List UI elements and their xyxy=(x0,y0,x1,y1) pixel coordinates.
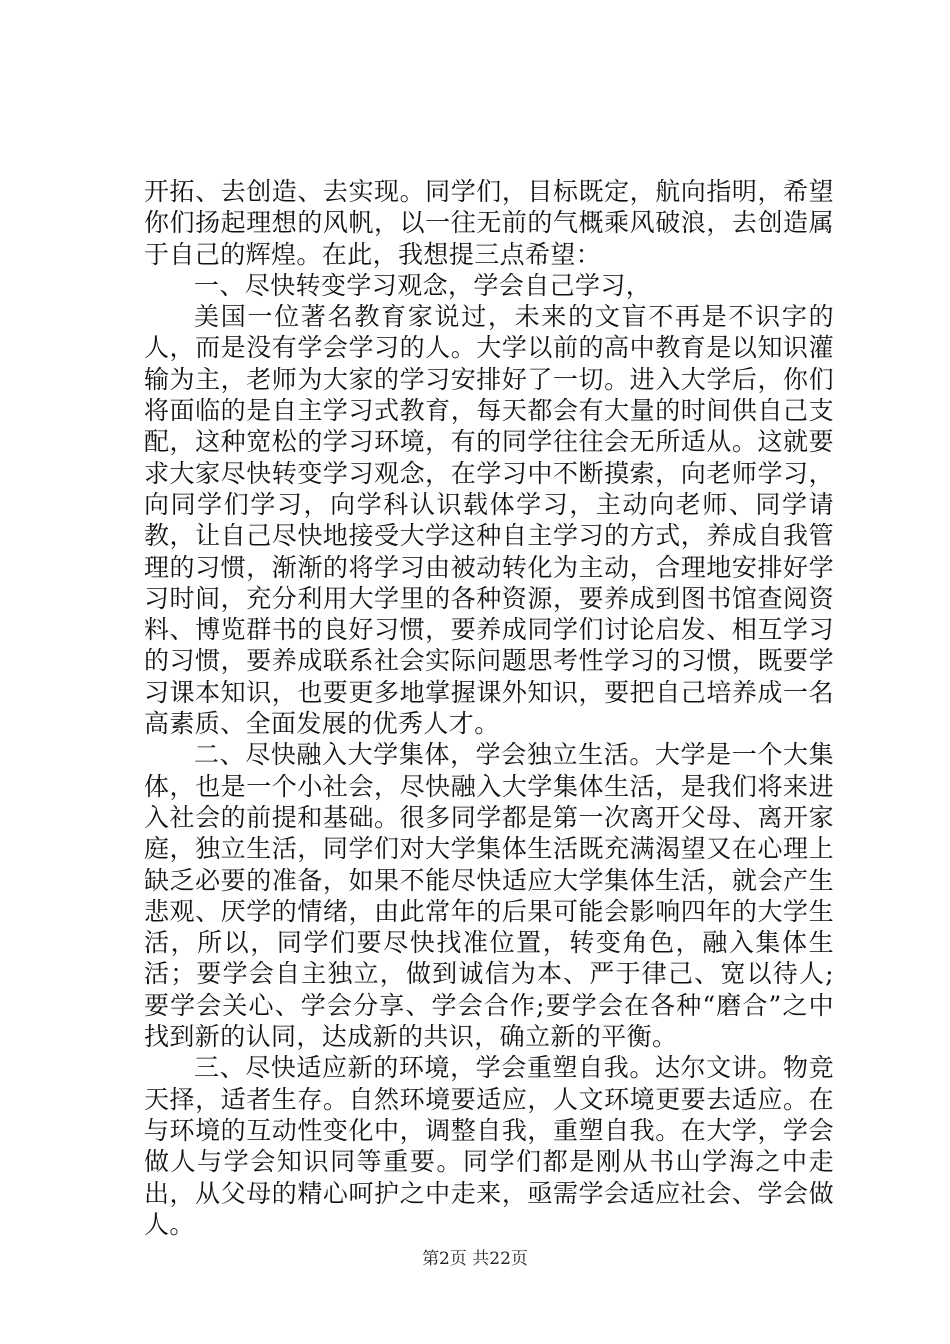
document-body xyxy=(144,176,834,1240)
page-number-footer: 第2页 共22页 xyxy=(422,1249,528,1269)
paragraph-learning: 美国一位著名教育家说过，未来的文盲不再是不识字的人，而是没有学会学习的人。大学以前的高中教育是以知识灌输为主，老师为大家的学习安排好了一切。进入大学后，你们将面临的是自主学习式教育，每天都会有大量的时间供自己支配，这种宽松的学习环境，有的同学往往会无所适从。这就要求大家尽快转变学习观念，在学习中不断摸索，向老师学习，向同学们学习，向学科认识载体学习，主动向老师、同学请教，让自己尽快地接受大学这种自主学习的方式，养成自我管理的习惯，渐渐的将学习由被动转化为主动，合理地安排好学习时间，充分利用大学里的各种资源，要养成到图书馆查阅资料、博览群书的良好习惯，要养成同学们讨论启发、相互学习的习惯，要养成联系社会实际问题思考性学习的习惯，既要学习课本知识，也要更多地掌握课外知识，要把自己培养成一名高素质、全面发展的优秀人才。 xyxy=(144,302,834,739)
heading-point-one: 一、尽快转变学习观念，学会自己学习， xyxy=(194,270,652,300)
paragraph-continuation: 开拓、去创造、去实现。同学们，目标既定，航向指明，希望你们扬起理想的风帆，以一往无前的气概乘风破浪，去创造属于自己的辉煌。在此，我想提三点希望： xyxy=(144,177,834,269)
paragraph-point-three: 三、尽快适应新的环境，学会重塑自我。达尔文讲。物竞天择，适者生存。自然环境要适应，人文环境更要去适应。在与环境的互动性变化中，调整自我，重塑自我。在大学，学会做人与学会知识同等重要。同学们都是刚从书山学海之中走出，从父母的精心呵护之中走来，亟需学会适应社会、学会做人。 xyxy=(144,1053,834,1239)
paragraph-point-two: 二、尽快融入大学集体，学会独立生活。大学是一个大集体，也是一个小社会，尽快融入大学集体生活，是我们将来进入社会的前提和基础。很多同学都是第一次离开父母、离开家庭，独立生活，同学们对大学集体生活既充满渴望又在心理上缺乏必要的准备，如果不能尽快适应大学集体生活，就会产生悲观、厌学的情绪，由此常年的后果可能会影响四年的大学生活，所以，同学们要尽快找准位置，转变角色，融入集体生活；要学会自主独立，做到诚信为本、严于律己、宽以待人;要学会关心、学会分享、学会合作;要学会在各种“磨合”之中找到新的认同，达成新的共识，确立新的平衡。 xyxy=(144,740,834,1052)
